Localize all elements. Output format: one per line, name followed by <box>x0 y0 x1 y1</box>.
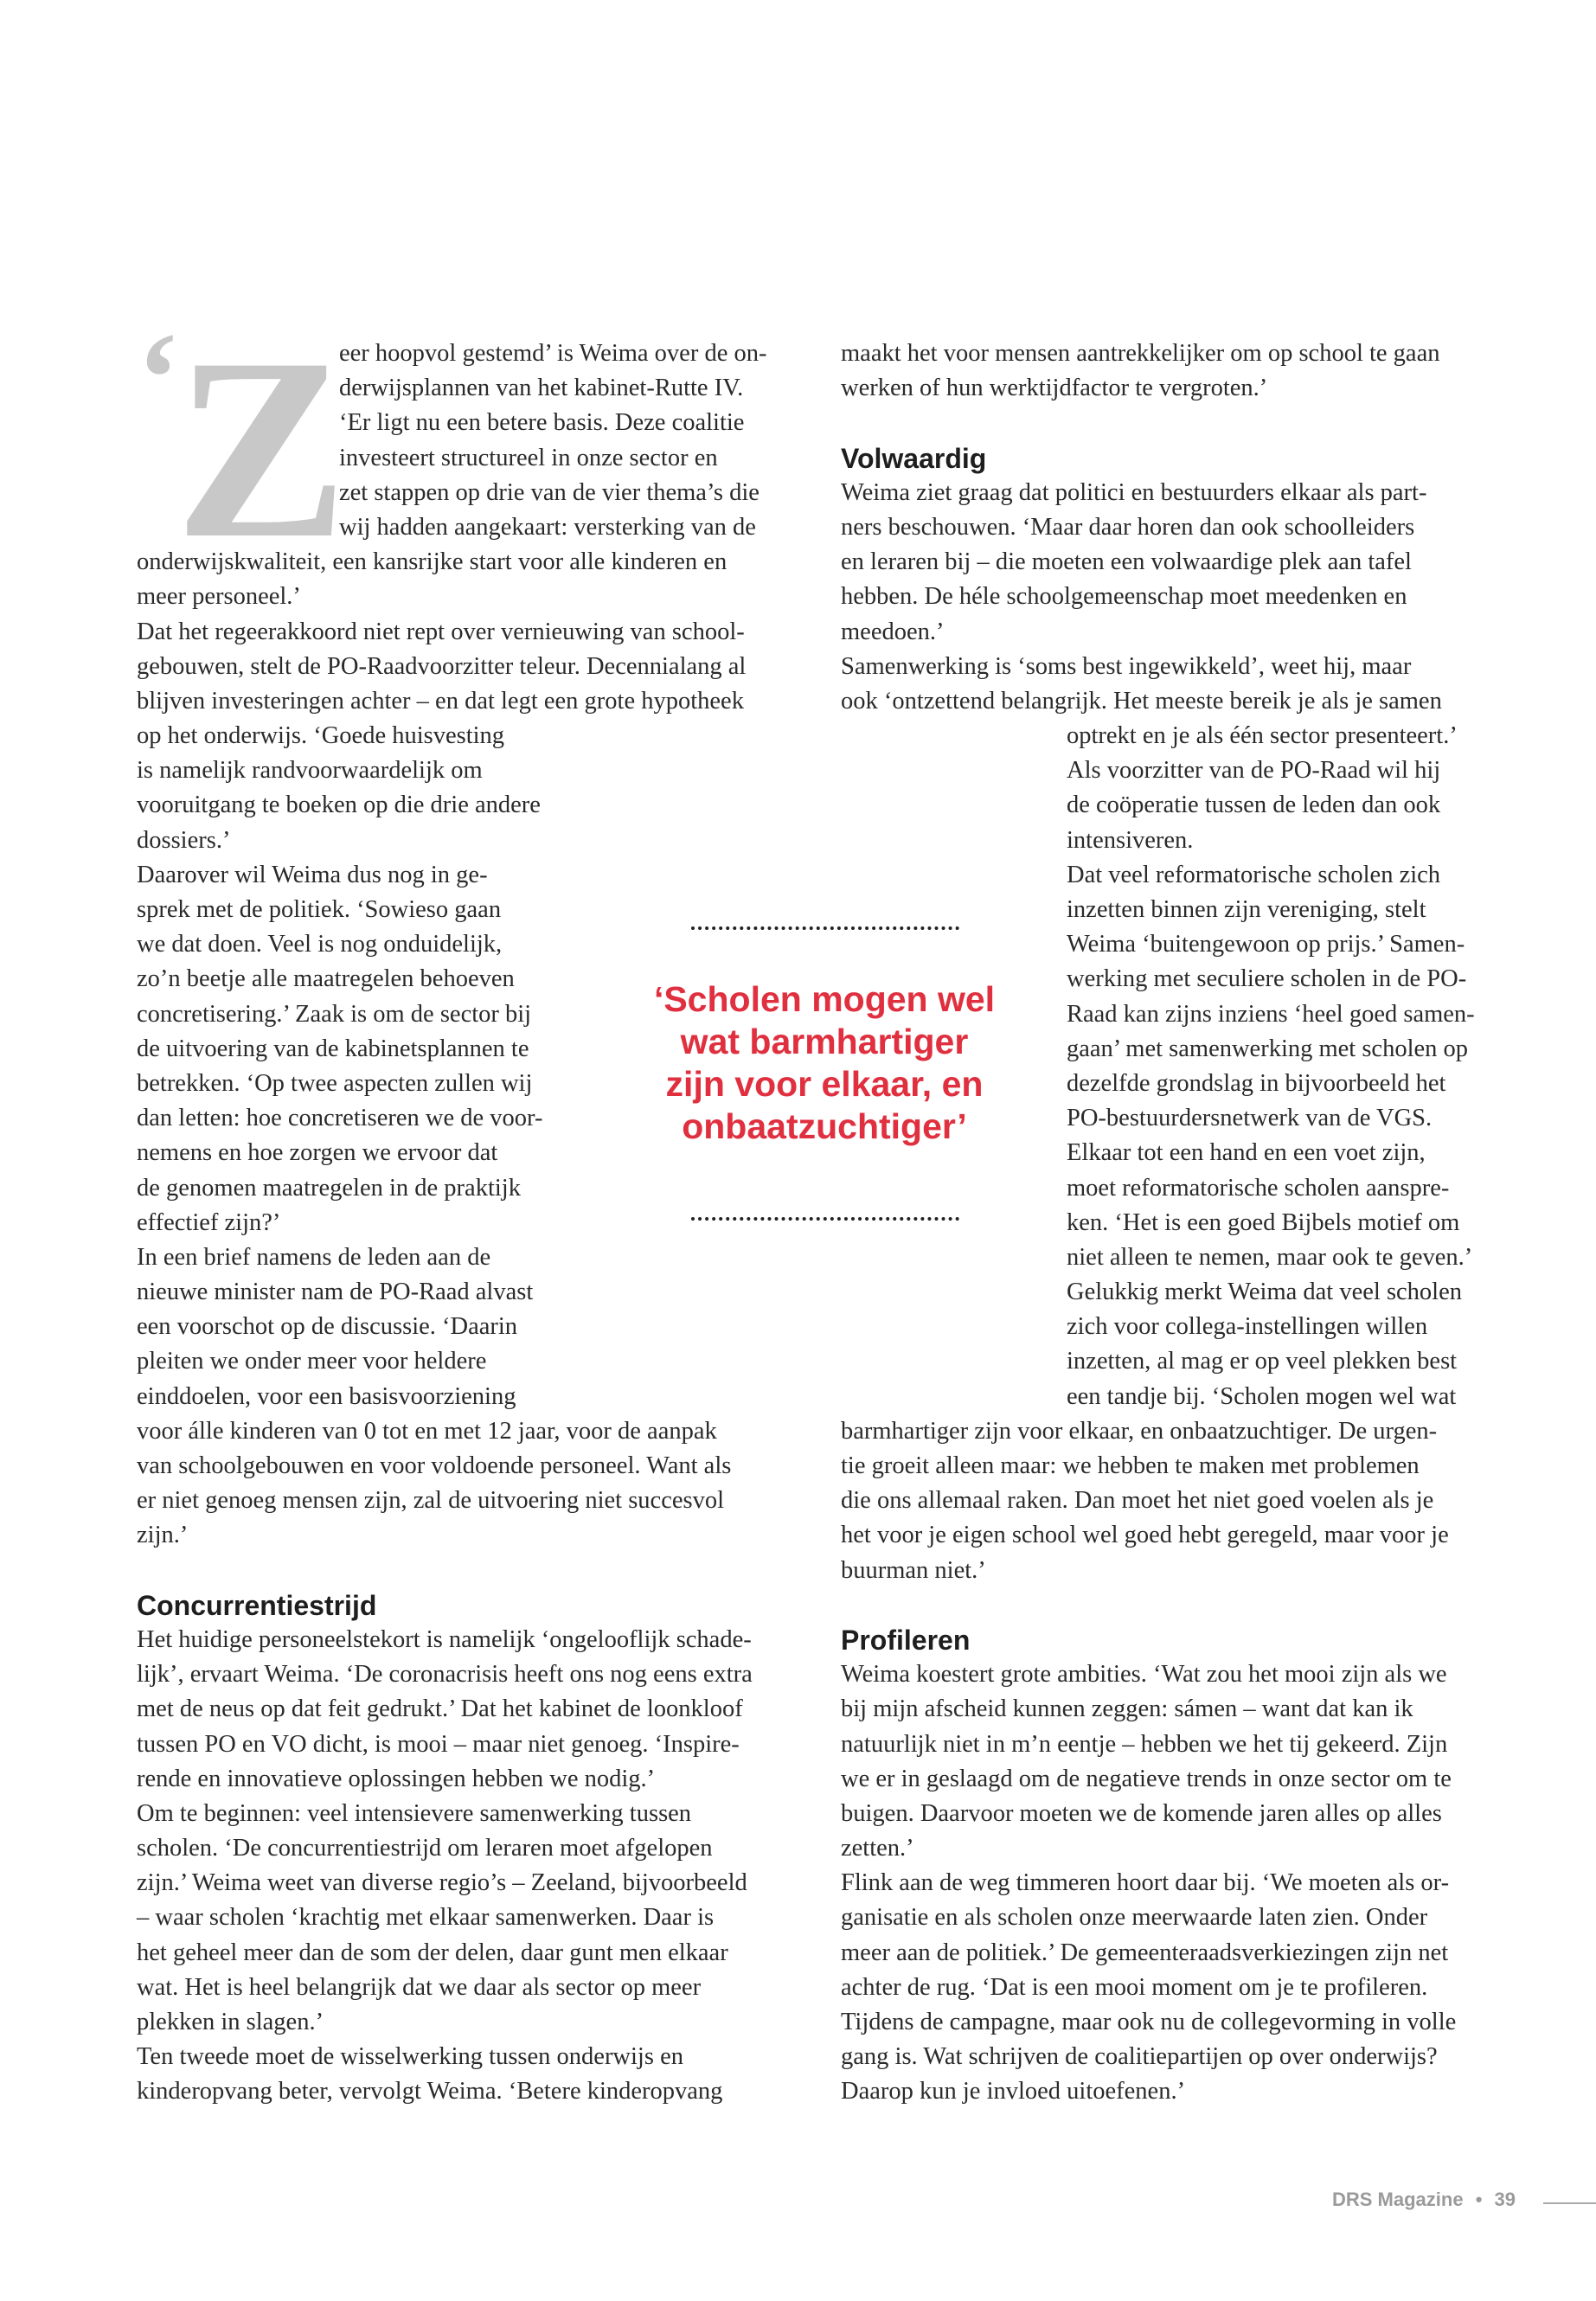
text-line: nemens en hoe zorgen we ervoor dat <box>137 1139 498 1167</box>
text-line: Dat het regeerakkoord niet rept over vernieuwing van school- <box>137 618 745 645</box>
text-line: sprek met de politiek. ‘Sowieso gaan <box>137 896 502 923</box>
right-column <box>841 336 1524 2110</box>
text-line: is namelijk randvoorwaardelijk om <box>137 757 483 785</box>
drop-cap-quote: ‘ <box>137 306 180 450</box>
text-line: einddoelen, voor een basisvoorziening <box>137 1382 516 1410</box>
text-line: Om te beginnen: veel intensievere samenwerking tussen <box>137 1799 692 1827</box>
text-line: Tijdens de campagne, maar ook nu de collegevorming in volle <box>841 2009 1457 2035</box>
text-line: moet reformatorische scholen aanspre- <box>1067 1174 1450 1202</box>
text-line: ganisatie en als scholen onze meerwaarde laten zien. Onder <box>841 1904 1428 1932</box>
text-line: PO-bestuurdersnetwerk van de VGS. <box>1067 1105 1433 1132</box>
pull-quote-line: ‘Scholen mogen wel <box>653 979 996 1019</box>
text-line: meer aan de politiek.’ De gemeenteraadsverkiezingen zijn net <box>841 1939 1449 1966</box>
text-line: het voor je eigen school wel goed hebt geregeld, maar voor je <box>841 1522 1449 1549</box>
pull-quote-line: onbaatzuchtiger’ <box>682 1106 967 1146</box>
text-line: gebouwen, stelt de PO-Raadvoorzitter teleur. Decennialang al <box>137 652 747 680</box>
text-line: zet stappen op drie van de vier thema’s die <box>339 478 760 506</box>
pull-quote-line: zijn voor elkaar, en <box>665 1064 984 1104</box>
text-line: Raad kan zijns inziens ‘heel goed samen- <box>1067 1000 1475 1028</box>
text-line: Samenwerking is ‘soms best ingewikkeld’, weet hij, maar <box>841 652 1412 680</box>
text-line: dossiers.’ <box>137 826 231 854</box>
text-line: plekken in slagen.’ <box>137 2009 324 2035</box>
text-line: het geheel meer dan de som der delen, daar gunt men elkaar <box>137 1939 728 1966</box>
text-line: ‘Er ligt nu een betere basis. Deze coalitie <box>339 409 745 437</box>
left-column <box>137 336 820 2110</box>
text-line: betrekken. ‘Op twee aspecten zullen wij <box>137 1069 533 1097</box>
text-line: ook ‘ontzettend belangrijk. Het meeste bereik je als je samen <box>841 687 1442 715</box>
magazine-name: DRS Magazine <box>1332 2189 1464 2210</box>
text-line: Gelukkig merkt Weima dat veel scholen <box>1067 1279 1463 1306</box>
text-line: eer hoopvol gestemd’ is Weima over de on- <box>339 340 767 367</box>
text-line: gang is. Wat schrijven de coalitiepartijen op over onderwijs? <box>841 2043 1438 2071</box>
text-line: ken. ‘Het is een goed Bijbels motief om <box>1067 1208 1460 1236</box>
text-line: lijk’, ervaart Weima. ‘De coronacrisis heeft ons nog eens extra <box>137 1661 753 1689</box>
text-line: scholen. ‘De concurrentiestrijd om leraren moet afgelopen <box>137 1835 713 1862</box>
text-line: Ten tweede moet de wisselwerking tussen onderwijs en <box>137 2043 683 2071</box>
text-line: ners beschouwen. ‘Maar daar horen dan ook schoolleiders <box>841 513 1415 541</box>
text-line: een voorschot op de discussie. ‘Daarin <box>137 1313 518 1341</box>
text-line: bij mijn afscheid kunnen zeggen: sámen – want dat kan ik <box>841 1695 1413 1723</box>
text-line: natuurlijk niet in m’n eentje – hebben we het tij gekeerd. Zijn <box>841 1730 1448 1758</box>
text-line: inzetten binnen zijn vereniging, stelt <box>1067 896 1426 923</box>
footer-rule <box>1543 2202 1596 2204</box>
text-line: achter de rug. ‘Dat is een mooi moment om je te profileren. <box>841 1973 1428 2001</box>
pull-quote <box>623 978 1026 1148</box>
pull-quote-bottom-divider <box>691 1217 959 1221</box>
text-line: meedoen.’ <box>841 618 945 645</box>
text-line: hebben. De héle schoolgemeenschap moet meedenken en <box>841 583 1407 611</box>
text-line: rende en innovatieve oplossingen hebben we nodig.’ <box>137 1765 656 1792</box>
text-line: zo’n beetje alle maatregelen behoeven <box>137 965 515 993</box>
text-line: inzetten, al mag er op veel plekken best <box>1067 1348 1458 1375</box>
text-line: gaan’ met samenwerking met scholen op <box>1067 1035 1469 1062</box>
text-line: investeert structureel in onze sector en <box>339 444 718 471</box>
text-line: Weima koestert grote ambities. ‘Wat zou het mooi zijn als we <box>841 1661 1447 1689</box>
text-line: tussen PO en VO dicht, is mooi – maar niet genoeg. ‘Inspire- <box>137 1730 740 1758</box>
text-line: optrekt en je als één sector presenteert.’ <box>1067 722 1458 750</box>
pull-quote-line: wat barmhartiger <box>680 1022 969 1061</box>
text-line: intensiveren. <box>1067 826 1194 854</box>
section-heading: Volwaardig <box>841 442 987 474</box>
text-line: zich voor collega-instellingen willen <box>1067 1313 1428 1341</box>
text-line: In een brief namens de leden aan de <box>137 1243 491 1271</box>
text-line: Elkaar tot een hand en een voet zijn, <box>1067 1139 1426 1167</box>
text-line: pleiten we onder meer voor heldere <box>137 1348 487 1375</box>
text-line: buurman niet.’ <box>841 1556 986 1584</box>
text-line: barmhartiger zijn voor elkaar, en onbaatzuchtiger. De urgen- <box>841 1417 1438 1445</box>
text-line: werken of hun werktijdfactor te vergroten.’ <box>841 375 1268 402</box>
text-line: Weima ‘buitengewoon op prijs.’ Samen- <box>1067 931 1465 958</box>
text-line: maakt het voor mensen aantrekkelijker om op school te gaan <box>841 340 1440 367</box>
text-line: Daarover wil Weima dus nog in ge- <box>137 861 488 888</box>
page-number: 39 <box>1494 2189 1516 2210</box>
section-heading: Profileren <box>841 1624 971 1656</box>
text-line: Weima ziet graag dat politici en bestuurders elkaar als part- <box>841 478 1427 506</box>
text-line: niet alleen te nemen, maar ook te geven.’ <box>1067 1243 1473 1271</box>
text-line: die ons allemaal raken. Dan moet het niet goed voelen als je <box>841 1487 1434 1515</box>
text-line: een tandje bij. ‘Scholen mogen wel wat <box>1067 1382 1457 1410</box>
text-line: Daarop kun je invloed uitoefenen.’ <box>841 2078 1186 2106</box>
pull-quote-top-divider <box>691 926 959 930</box>
text-line: de uitvoering van de kabinetsplannen te <box>137 1035 529 1062</box>
text-line: zijn.’ <box>137 1522 189 1549</box>
text-line: we er in geslaagd om de negatieve trends in onze sector om te <box>841 1765 1452 1792</box>
text-line: – waar scholen ‘krachtig met elkaar samenwerken. Daar is <box>137 1904 715 1932</box>
text-line: en leraren bij – die moeten een volwaardige plek aan tafel <box>841 548 1412 576</box>
text-line: de genomen maatregelen in de praktijk <box>137 1174 521 1202</box>
text-line: Het huidige personeelstekort is namelijk ‘ongelooflijk schade- <box>137 1625 752 1653</box>
text-line: voor álle kinderen van 0 tot en met 12 jaar, voor de aanpak <box>137 1417 717 1445</box>
text-line: Als voorzitter van de PO-Raad wil hij <box>1067 757 1441 785</box>
text-line: tie groeit alleen maar: we hebben te maken met problemen <box>841 1452 1420 1479</box>
text-line: werking met seculiere scholen in de PO- <box>1067 965 1467 993</box>
text-line: Dat veel reformatorische scholen zich <box>1067 861 1441 888</box>
text-line: onderwijskwaliteit, een kansrijke start voor alle kinderen en <box>137 548 727 576</box>
text-line: zetten.’ <box>841 1835 914 1862</box>
text-line: blijven investeringen achter – en dat legt een grote hypotheek <box>137 687 744 715</box>
text-line: van schoolgebouwen en voor voldoende personeel. Want als <box>137 1452 732 1479</box>
page-footer <box>1332 2189 1516 2211</box>
text-line: derwijsplannen van het kabinet-Rutte IV. <box>339 375 744 402</box>
text-line: wat. Het is heel belangrijk dat we daar als sector op meer <box>137 1973 702 2001</box>
text-line: dezelfde grondslag in bijvoorbeeld het <box>1067 1069 1446 1097</box>
text-line: met de neus op dat feit gedrukt.’ Dat het kabinet de loonkloof <box>137 1695 743 1723</box>
text-line: effectief zijn?’ <box>137 1208 281 1236</box>
text-line: vooruitgang te boeken op die drie andere <box>137 792 541 819</box>
text-line: meer personeel.’ <box>137 583 301 611</box>
text-line: we dat doen. Veel is nog onduidelijk, <box>137 931 503 958</box>
text-line: concretisering.’ Zaak is om de sector bij <box>137 1000 532 1028</box>
text-line: buigen. Daarvoor moeten we de komende jaren alles op alles <box>841 1799 1442 1827</box>
text-line: Flink aan de weg timmeren hoort daar bij. ‘We moeten als or- <box>841 1869 1450 1897</box>
text-line: wij hadden aangekaart: versterking van de <box>339 513 756 541</box>
text-line: de coöperatie tussen de leden dan ook <box>1067 792 1441 819</box>
text-line: op het onderwijs. ‘Goede huisvesting <box>137 722 505 750</box>
text-line: kinderopvang beter, vervolgt Weima. ‘Betere kinderopvang <box>137 2078 723 2106</box>
text-line: er niet genoeg mensen zijn, zal de uitvoering niet succesvol <box>137 1487 725 1515</box>
drop-cap-letter: Z <box>174 304 349 592</box>
footer-separator: • <box>1475 2189 1483 2210</box>
text-line: nieuwe minister nam de PO-Raad alvast <box>137 1279 534 1306</box>
section-heading: Concurrentiestrijd <box>137 1589 377 1621</box>
text-line: dan letten: hoe concretiseren we de voor- <box>137 1105 543 1132</box>
text-line: zijn.’ Weima weet van diverse regio’s – Zeeland, bijvoorbeeld <box>137 1869 747 1897</box>
